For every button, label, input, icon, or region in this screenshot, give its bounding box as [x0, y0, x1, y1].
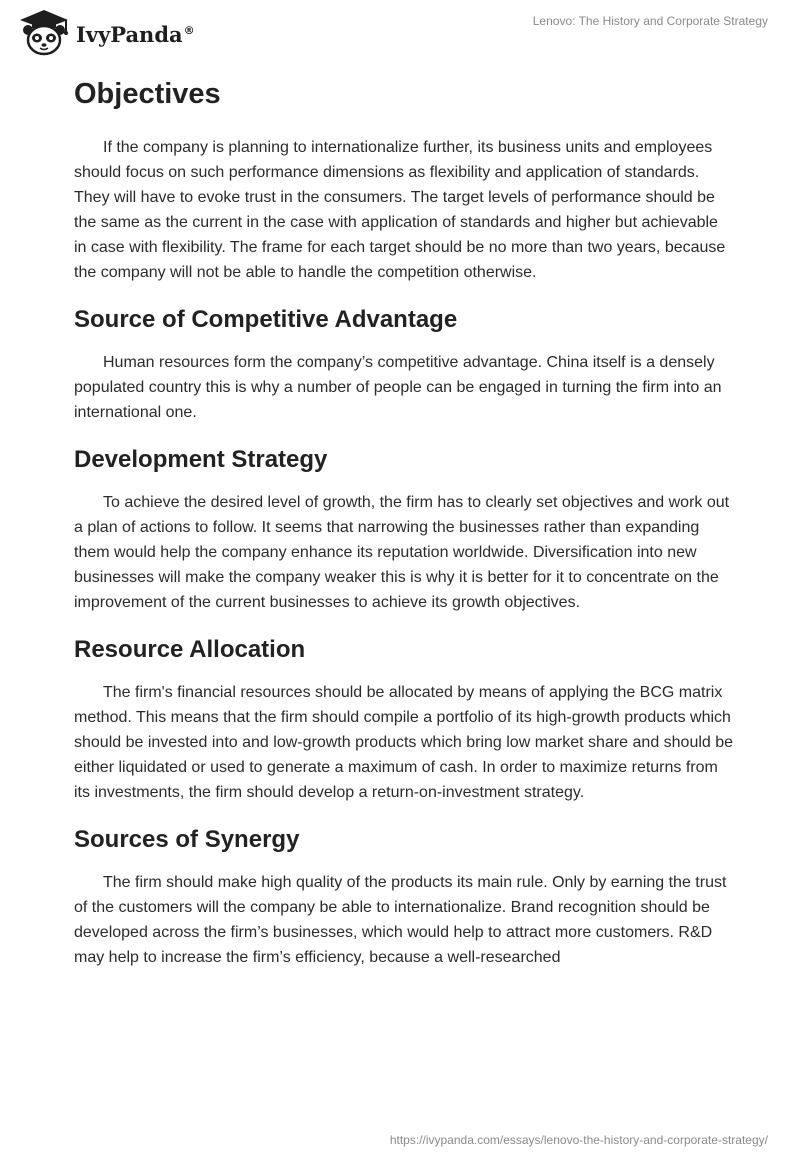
- essay-content: [74, 70, 734, 970]
- document-title: Lenovo: The History and Corporate Strategy: [532, 14, 768, 28]
- section-text-development-strategy: To achieve the desired level of growth, the firm has to clearly set objectives and work out a plan of actions to follow. It seems that narrowing the businesses rather than expanding them would help the company enhance its reputation worldwide. Diversification into new businesses will make the company weaker this is why it is better for it to concentrate on the improvement of the current businesses to achieve its growth objectives.: [74, 494, 730, 611]
- section-text-sources-of-synergy: The firm should make high quality of the products its main rule. Only by earning the trust of the customers will the company be able to internationalize. Brand recognition should be developed across the firm’s businesses, which would help to attract more customers. R&D may help to increase the firm’s efficiency, because a well-researched: [74, 874, 727, 966]
- ivypanda-logo[interactable]: [16, 8, 195, 56]
- section-text-resource-allocation: The firm's financial resources should be allocated by means of applying the BCG matrix method. This means that the firm should compile a portfolio of its high-growth products which should be invested into and low-growth products which bring low market share and should be either liquidated or used to generate a maximum of cash. In order to maximize returns from its investments, the firm should develop a return-on-investment strategy.: [74, 684, 734, 801]
- section-heading-resource-allocation: Resource Allocation: [74, 636, 306, 663]
- page-header: [0, 0, 800, 60]
- panda-mascot-icon: [16, 8, 72, 56]
- brand-name: IvyPanda®: [76, 21, 195, 47]
- section-heading-development-strategy: Development Strategy: [74, 446, 328, 473]
- section-text-competitive-advantage: Human resources form the company’s competitive advantage. China itself is a densely populated country this is why a number of people can be engaged in turning the firm into an international one.: [74, 354, 722, 421]
- section-heading-competitive-advantage: Source of Competitive Advantage: [74, 306, 458, 333]
- source-url-link[interactable]: https://ivypanda.com/essays/lenovo-the-history-and-corporate-strategy/: [389, 1133, 768, 1147]
- registered-mark: ®: [183, 23, 195, 37]
- section-text-objectives: If the company is planning to internationalize further, its business units and employees should focus on such performance dimensions as flexibility and application of standards. They will have to evoke trust in the consumers. The target levels of performance should be the same as the current in the case with application of standards and higher but achievable in case with flexibility. The frame for each target should be no more than two years, because the company will not be able to handle the competition otherwise.: [74, 139, 726, 281]
- section-heading-objectives: Objectives: [74, 78, 221, 110]
- section-heading-sources-of-synergy: Sources of Synergy: [74, 826, 300, 853]
